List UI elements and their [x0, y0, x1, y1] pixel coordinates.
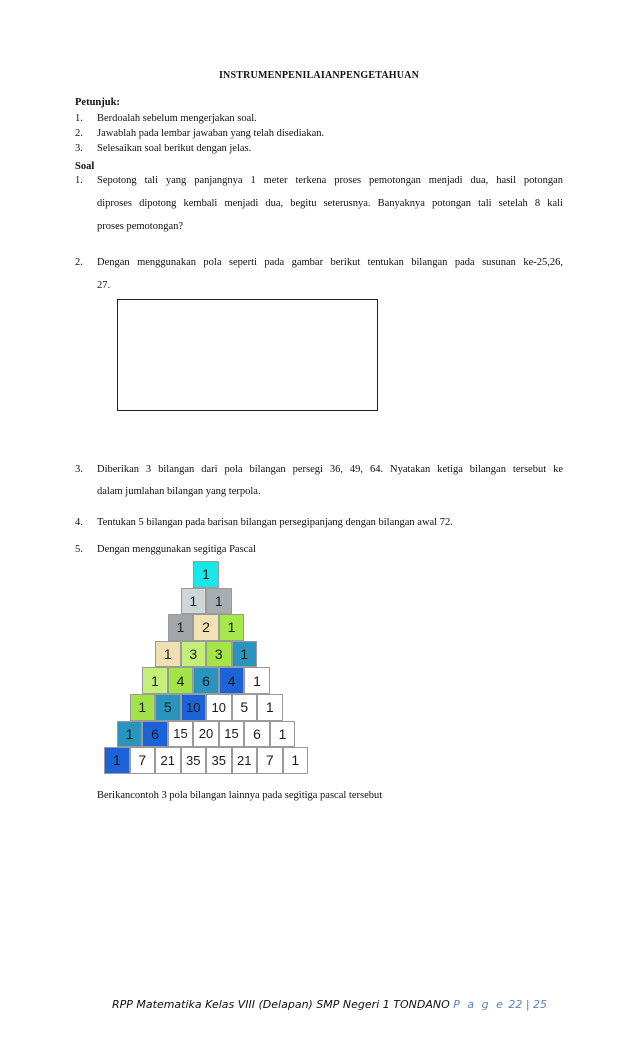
question-2-line-1: Dengan menggunakan pola seperti pada gambar berikut tentukan bilangan pada susunan ke-25,26, — [97, 257, 563, 268]
question-3-number: 3. — [75, 464, 83, 475]
pascal-cell: 10 — [181, 694, 207, 721]
pascal-cell: 1 — [104, 747, 130, 774]
figure-placeholder-box — [117, 299, 378, 411]
question-5-number: 5. — [75, 544, 83, 555]
footer-text: RPP Matematika Kelas VIII (Delapan) SMP Negeri 1 TONDANO — [112, 998, 450, 1011]
pascal-cell: 5 — [232, 694, 258, 721]
pascal-cell: 2 — [193, 614, 219, 641]
question-2-number: 2. — [75, 257, 83, 268]
pascal-cell: 3 — [206, 641, 232, 668]
pascal-cell: 15 — [219, 721, 245, 748]
pascal-cell: 1 — [257, 694, 283, 721]
page-footer — [112, 998, 547, 1011]
petunjuk-item-text: Jawablah pada lembar jawaban yang telah disediakan. — [97, 128, 325, 139]
pascal-cell: 10 — [206, 694, 232, 721]
pascal-cell: 1 — [117, 721, 143, 748]
pascal-cell: 4 — [168, 667, 194, 694]
pascal-cell: 1 — [232, 641, 258, 668]
pascal-cell: 35 — [206, 747, 232, 774]
question-1-number: 1. — [75, 175, 83, 186]
question-4-text: Tentukan 5 bilangan pada barisan bilangan persegipanjang dengan bilangan awal 72. — [97, 517, 453, 528]
footer-page-label: P a g e — [453, 998, 505, 1011]
page-title: INSTRUMENPENILAIANPENGETAHUAN — [218, 70, 420, 81]
pascal-cell: 7 — [130, 747, 156, 774]
question-1-line-3: proses pemotongan? — [97, 221, 184, 232]
pascal-cell: 1 — [142, 667, 168, 694]
soal-heading: Soal — [75, 161, 95, 172]
pattern-instruction: Berikancontoh 3 pola bilangan lainnya pada segitiga pascal tersebut — [97, 790, 383, 801]
question-3-line-1: Diberikan 3 bilangan dari pola bilangan persegi 36, 49, 64. Nyatakan ketiga bilangan tersebut ke — [97, 464, 563, 475]
pascal-cell: 15 — [168, 721, 194, 748]
pascal-cell: 5 — [155, 694, 181, 721]
petunjuk-item-number: 2. — [75, 128, 83, 139]
pascal-cell: 35 — [181, 747, 207, 774]
pascal-cell: 1 — [181, 588, 207, 615]
pascal-cell: 1 — [219, 614, 245, 641]
pascal-cell: 4 — [219, 667, 245, 694]
pascal-cell: 21 — [155, 747, 181, 774]
petunjuk-item-text: Berdoalah sebelum mengerjakan soal. — [97, 113, 257, 124]
question-1-line-2: diproses dipotong kembali menjadi dua, begitu seterusnya. Banyaknya potongan tali setelah 8 kali — [97, 198, 563, 209]
pascal-cell: 1 — [283, 747, 309, 774]
pascal-cell: 1 — [168, 614, 194, 641]
pascal-cell: 6 — [244, 721, 270, 748]
petunjuk-item-number: 1. — [75, 113, 83, 124]
pascal-cell: 21 — [232, 747, 258, 774]
question-1-line-1: Sepotong tali yang panjangnya 1 meter terkena proses pemotongan menjadi dua, hasil potongan — [97, 175, 563, 186]
pascal-cell: 6 — [142, 721, 168, 748]
footer-page-number: 22 | 25 — [508, 998, 548, 1011]
pascal-cell: 1 — [270, 721, 296, 748]
pascal-cell: 7 — [257, 747, 283, 774]
petunjuk-item-text: Selesaikan soal berikut dengan jelas. — [97, 143, 252, 154]
pascal-cell: 1 — [130, 694, 156, 721]
pascal-cell: 1 — [206, 588, 232, 615]
pascal-cell: 1 — [244, 667, 270, 694]
question-5-text: Dengan menggunakan segitiga Pascal — [97, 544, 256, 555]
pascal-cell: 20 — [193, 721, 219, 748]
question-2-line-2: 27. — [97, 280, 111, 291]
pascal-cell: 1 — [193, 561, 219, 588]
question-3-line-2: dalam jumlahan bilangan yang terpola. — [97, 486, 261, 497]
pascal-cell: 1 — [155, 641, 181, 668]
petunjuk-heading: Petunjuk: — [75, 97, 120, 108]
pascal-cell: 6 — [193, 667, 219, 694]
petunjuk-item-number: 3. — [75, 143, 83, 154]
question-4-number: 4. — [75, 517, 83, 528]
pascal-cell: 3 — [181, 641, 207, 668]
